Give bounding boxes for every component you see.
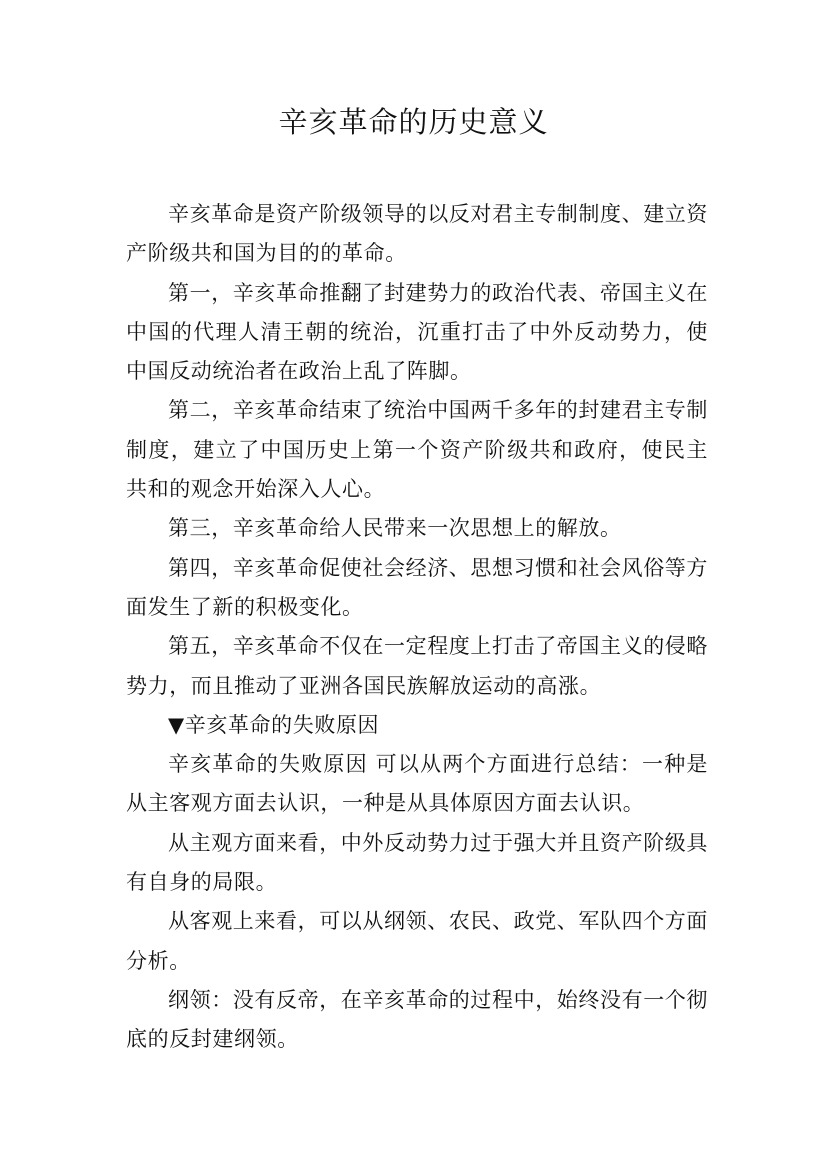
paragraph-intro: 辛亥革命是资产阶级领导的以反对君主专制制度、建立资产阶级共和国为目的的革命。 (126, 202, 708, 266)
paragraph-second: 第二，辛亥革命结束了统治中国两千多年的封建君主专制制度，建立了中国历史上第一个资产阶级共和政府，使民主共和的观念开始深入人心。 (126, 398, 708, 502)
section-heading-failure-reasons: ▼辛亥革命的失败原因 (168, 712, 380, 737)
paragraph-third: 第三，辛亥革命给人民带来一次思想上的解放。 (168, 516, 622, 541)
paragraph-fifth: 第五，辛亥革命不仅在一定程度上打击了帝国主义的侵略势力，而且推动了亚洲各国民族解放运动的高涨。 (126, 634, 708, 698)
paragraph-fourth: 第四，辛亥革命促使社会经济、思想习惯和社会风俗等方面发生了新的积极变化。 (126, 555, 708, 619)
paragraph-first: 第一，辛亥革命推翻了封建势力的政治代表、帝国主义在中国的代理人清王朝的统治，沉重打击了中外反动势力，使中国反动统治者在政治上乱了阵脚。 (126, 280, 708, 384)
paragraph-program: 纲领：没有反帝，在辛亥革命的过程中，始终没有一个彻底的反封建纲领。 (126, 987, 708, 1052)
paragraph-failure-overview: 辛亥革命的失败原因 可以从两个方面进行总结：一种是从主客观方面去认识，一种是从具体原因方面去认识。 (126, 752, 708, 816)
document-title: 辛亥革命的历史意义 (278, 105, 549, 139)
document-body (126, 195, 708, 1060)
paragraph-subjective: 从主观方面来看，中外反动势力过于强大并且资产阶级具有自身的局限。 (126, 830, 708, 895)
paragraph-objective: 从客观上来看，可以从纲领、农民、政党、军队四个方面分析。 (126, 909, 708, 973)
